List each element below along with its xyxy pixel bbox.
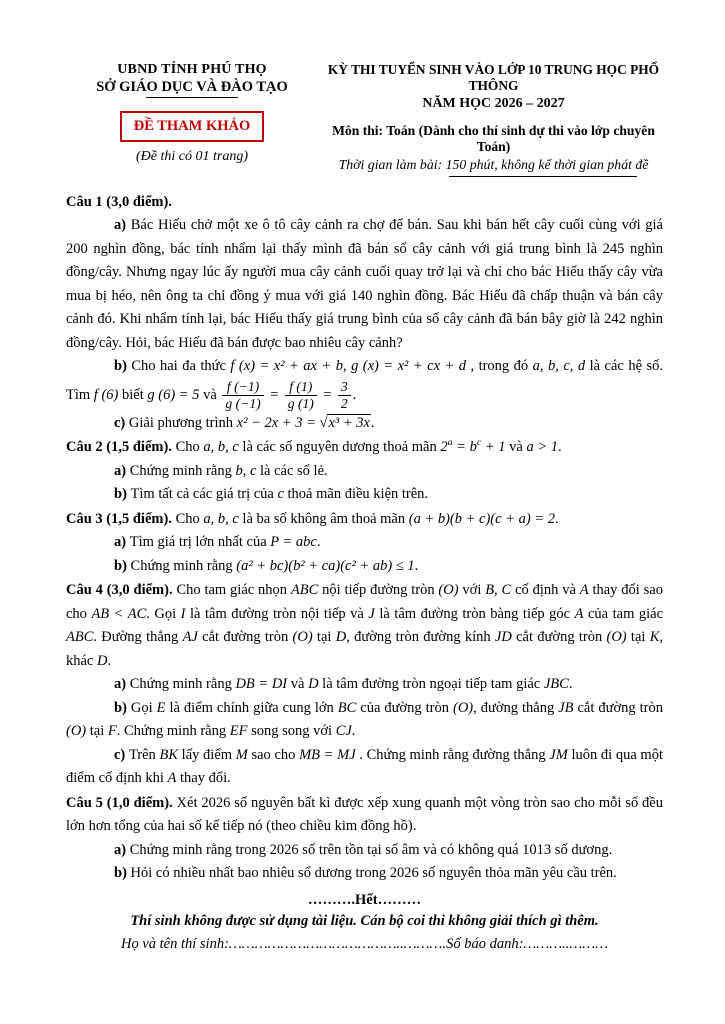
square-root: √x³ + 3x — [319, 415, 370, 431]
text-run: BC — [337, 699, 357, 716]
text-run: ABC — [66, 629, 94, 646]
text-run: JBC — [543, 676, 569, 693]
text-run: . — [568, 676, 573, 693]
item-paragraph — [66, 214, 663, 355]
text-run: = b — [452, 439, 477, 456]
text-run: M — [235, 746, 248, 763]
text-run: E — [156, 699, 166, 716]
text-run: cố định và — [511, 582, 580, 599]
text-run: Giải phương trình — [128, 415, 237, 431]
text-run: c — [277, 486, 284, 503]
text-run: là ba số không âm thoả mãn — [238, 510, 409, 527]
text-run: thay đổi sao cho — [66, 582, 663, 622]
text-run: Chứng minh rằng trong 2026 số trên tồn tại số âm và có không quá 1013 số dương. — [129, 841, 613, 858]
text-run: thay đổi. — [176, 770, 231, 787]
text-run: DB = DI — [235, 676, 288, 693]
text-run: b) — [114, 557, 131, 574]
text-run: thoả mãn điều kiện trên. — [283, 486, 429, 503]
text-run: với — [458, 582, 486, 599]
candidate-name-line: Họ và tên thí sinh:…………………………………..……….Số báo danh:………..……… — [120, 935, 609, 952]
text-run: b) — [114, 358, 132, 375]
text-run: là các số lẻ. — [256, 462, 328, 479]
text-run: b, c — [235, 462, 257, 479]
text-run: c) — [114, 746, 129, 763]
text-run: a, b, c — [203, 439, 239, 456]
text-run: (a + b)(b + c)(c + a) = 2 — [408, 510, 555, 527]
text-run: , đường tròn đường kính — [346, 629, 495, 646]
text-run: = — [265, 386, 283, 403]
text-run: biết — [118, 386, 148, 403]
text-run: cắt đường tròn — [573, 699, 663, 716]
text-run: . Chứng minh rằng đường thẳng — [355, 746, 550, 763]
text-run: (O) — [438, 582, 459, 599]
text-run: JM — [549, 746, 568, 763]
text-run: . Gọi — [146, 605, 181, 622]
text-run: cắt đường tròn — [511, 629, 607, 646]
question-paragraph — [66, 436, 663, 459]
text-run: Câu 2 (1,5 điểm). — [66, 439, 172, 456]
text-run: là các số nguyên dương thoả mãn — [238, 439, 441, 456]
text-run: x² − 2x + 3 = — [236, 415, 320, 431]
question-paragraph — [66, 579, 663, 673]
item-paragraph — [66, 555, 663, 578]
agency-name: UBND TỈNH PHÚ THỌ — [117, 62, 267, 77]
text-run: a, b, c, d — [532, 358, 586, 375]
text-run: A — [574, 605, 584, 622]
text-run: 2 — [440, 439, 448, 456]
text-run: EF — [229, 723, 248, 740]
text-run: , khác — [66, 629, 663, 669]
text-run: a > 1 — [526, 439, 558, 456]
text-run: Tìm giá trị lớn nhất của — [129, 534, 271, 551]
text-run: và — [287, 676, 309, 693]
text-run: lấy điểm — [178, 746, 236, 763]
text-run: . — [351, 723, 356, 740]
item-paragraph — [66, 839, 663, 862]
text-run: b) — [114, 699, 131, 716]
text-run: J — [368, 605, 375, 622]
text-run: là các hệ số. Tìm — [66, 358, 664, 403]
text-run: Gọi — [130, 699, 157, 716]
text-run: Bác Hiếu chở một xe ô tô cây cảnh ra chợ để bán. Sau khi bán hết cây cuối cùng với giá 200 nghìn đồng, bác tính nhẩm lại thấy mình đã bán số cây cảnh với giá trung bình là 245 nghìn đồng/cây. Nhưng ngay lúc ấy người mua cây cảnh cuối quay trở lại và chỉ cho bác Hiếu thấy cây vừa mua bị héo, nên ông ta chỉ đồng ý mua với giá 140 nghìn đồng. Bác Hiếu đã chấp thuận và bán cây cảnh đó. Khi nhẩm tính lại, bác Hiếu thấy giá trung bình của số cây cảnh đã bán bây giờ là 242 nghìn đồng/cây. Hỏi, bác Hiếu đã bán được bao nhiêu cây cảnh? — [66, 217, 663, 351]
page-header — [66, 62, 663, 177]
het-line: ……….Hết……… — [307, 891, 422, 908]
item-paragraph — [66, 483, 663, 506]
text-run: Câu 4 (3,0 điểm). — [66, 582, 173, 599]
text-run: Cho tam giác nhọn — [172, 582, 291, 599]
department-name: SỞ GIÁO DỤC VÀ ĐÀO TẠO — [66, 79, 318, 98]
text-run: f (x) = x² + ax + b — [230, 358, 343, 375]
text-run: . Chứng minh rằng — [116, 723, 230, 740]
item-paragraph — [66, 697, 663, 744]
text-run: Hỏi có nhiều nhất bao nhiêu số dương trong 2026 số nguyên thỏa mãn yêu cầu trên. — [130, 865, 617, 882]
text-run: cắt đường tròn — [197, 629, 293, 646]
text-run: tại — [86, 723, 108, 740]
fraction: $\frac{3}{2}$ — [338, 379, 351, 412]
text-run: , — [342, 358, 352, 375]
text-run: (O) — [66, 723, 87, 740]
text-run: của tam giác — [583, 605, 664, 622]
text-run: AB < AC — [91, 605, 147, 622]
subject-line: Môn thi: Toán (Dành cho thí sinh dự thi vào lớp chuyên Toán) — [332, 123, 655, 154]
text-run: của đường tròn — [356, 699, 453, 716]
text-run: f (6) — [93, 386, 119, 403]
text-run: tại — [312, 629, 336, 646]
text-run: luôn đi qua một điểm cố định khi — [66, 746, 663, 787]
text-run: BK — [159, 746, 178, 763]
text-run: . — [414, 557, 419, 574]
fraction: $\frac{f (-1)}{g (-1)}$ — [222, 379, 263, 412]
page-count-note: (Đề thi có 01 trang) — [136, 149, 248, 164]
document-body — [66, 191, 663, 886]
text-run: là tâm đường tròn ngoại tiếp tam giác — [318, 676, 544, 693]
text-run: (a² + bc)(b² + ca)(c² + ab) ≤ 1 — [236, 557, 415, 574]
item-paragraph — [66, 744, 663, 791]
text-run: Chứng minh rằng — [129, 462, 236, 479]
text-run: là tâm đường tròn bàng tiếp góc — [374, 605, 575, 622]
text-run: Cho — [171, 510, 204, 527]
text-run: sao cho — [247, 746, 300, 763]
header-right-column — [318, 62, 663, 177]
school-year: NĂM HỌC 2026 – 2027 — [422, 96, 565, 111]
text-run: . Đường thẳng — [93, 629, 183, 646]
text-run: CJ — [335, 723, 352, 740]
text-run: ABC — [290, 582, 319, 599]
text-run: D — [335, 629, 347, 646]
text-run: Tìm tất cả các giá trị của — [130, 486, 278, 503]
text-run: I — [180, 605, 186, 622]
item-paragraph — [66, 673, 663, 696]
text-run: . — [316, 534, 321, 551]
item-paragraph — [66, 355, 663, 412]
text-run: g (x) = x² + cx + d — [351, 358, 466, 375]
text-run: a) — [114, 676, 130, 693]
text-run: D — [97, 652, 108, 669]
fraction: $\frac{f (1)}{g (1)}$ — [285, 379, 317, 412]
text-run: JD — [494, 629, 512, 646]
text-run: Cho — [171, 439, 204, 456]
question-paragraph — [66, 191, 663, 214]
text-run: a) — [114, 462, 130, 479]
text-run: và — [505, 439, 527, 456]
text-run: B, C — [485, 582, 512, 599]
exam-title: KỲ THI TUYỂN SINH VÀO LỚP 10 TRUNG HỌC PHỔ THÔNG — [327, 62, 660, 93]
text-run: là tâm đường tròn nội tiếp và — [185, 605, 369, 622]
text-run: K — [649, 629, 660, 646]
text-run: F — [107, 723, 117, 740]
text-run: và — [199, 386, 221, 403]
text-run: c) — [114, 415, 129, 431]
text-run: Cho hai đa thức — [131, 358, 231, 375]
text-run: Xét 2026 số nguyên bất kì được xếp xung quanh một vòng tròn sao cho mỗi số đều lớn hơn tổng của hai số kế tiếp nó (theo chiều kim đồng hồ). — [66, 794, 663, 835]
text-run: a) — [114, 534, 130, 551]
question-paragraph — [66, 792, 663, 839]
text-run: . — [352, 386, 357, 403]
text-run: AJ — [182, 629, 198, 646]
text-run: A — [579, 582, 589, 599]
item-paragraph — [66, 460, 663, 483]
item-paragraph — [66, 531, 663, 554]
text-run: a) — [114, 217, 131, 234]
text-run: a, b, c — [203, 510, 239, 527]
text-run: là điểm chính giữa cung lớn — [165, 699, 338, 716]
text-run: b) — [114, 865, 131, 882]
text-run: song song với — [247, 723, 336, 740]
text-run: (O) — [292, 629, 313, 646]
exam-note: Thí sinh không được sử dụng tài liệu. Cán bộ coi thi không giải thích gì thêm. — [130, 912, 599, 929]
text-run: Câu 5 (1,0 điểm). — [66, 794, 173, 811]
text-run: Trên — [128, 746, 160, 763]
text-run: A — [167, 770, 177, 787]
text-run: + 1 — [481, 439, 506, 456]
text-run: , trong đó — [466, 358, 533, 375]
text-run: . — [557, 439, 562, 456]
header-left-column — [66, 62, 318, 165]
text-run: Chứng minh rằng — [129, 676, 236, 693]
text-run: nội tiếp đường tròn — [318, 582, 439, 599]
text-run: g (6) = 5 — [147, 386, 200, 403]
text-run: tại — [626, 629, 650, 646]
text-run: MB = MJ — [299, 746, 356, 763]
text-run: Chứng minh rằng — [130, 557, 237, 574]
text-run: a) — [114, 841, 130, 858]
text-run: Câu 1 (3,0 điểm). — [66, 194, 172, 210]
text-run: . — [107, 652, 112, 669]
text-run: . — [370, 415, 375, 431]
text-run: (O) — [606, 629, 627, 646]
exam-type-box: ĐỀ THAM KHẢO — [120, 111, 265, 142]
text-run: = — [318, 386, 336, 403]
item-paragraph — [66, 412, 663, 435]
text-run: . — [554, 510, 559, 527]
question-paragraph — [66, 508, 663, 531]
text-run: b) — [114, 486, 131, 503]
text-run: , đường thẳng — [473, 699, 559, 716]
text-run: P = abc — [270, 534, 317, 551]
text-run: JB — [558, 699, 574, 716]
text-run: c — [476, 437, 482, 449]
text-run: D — [308, 676, 319, 693]
duration-line: Thời gian làm bài: 150 phút, không kể thời gian phát đề — [324, 157, 663, 177]
text-run: a — [447, 437, 453, 449]
text-run: Câu 3 (1,5 điểm). — [66, 510, 172, 527]
text-run: (O) — [452, 699, 474, 716]
item-paragraph — [66, 862, 663, 885]
